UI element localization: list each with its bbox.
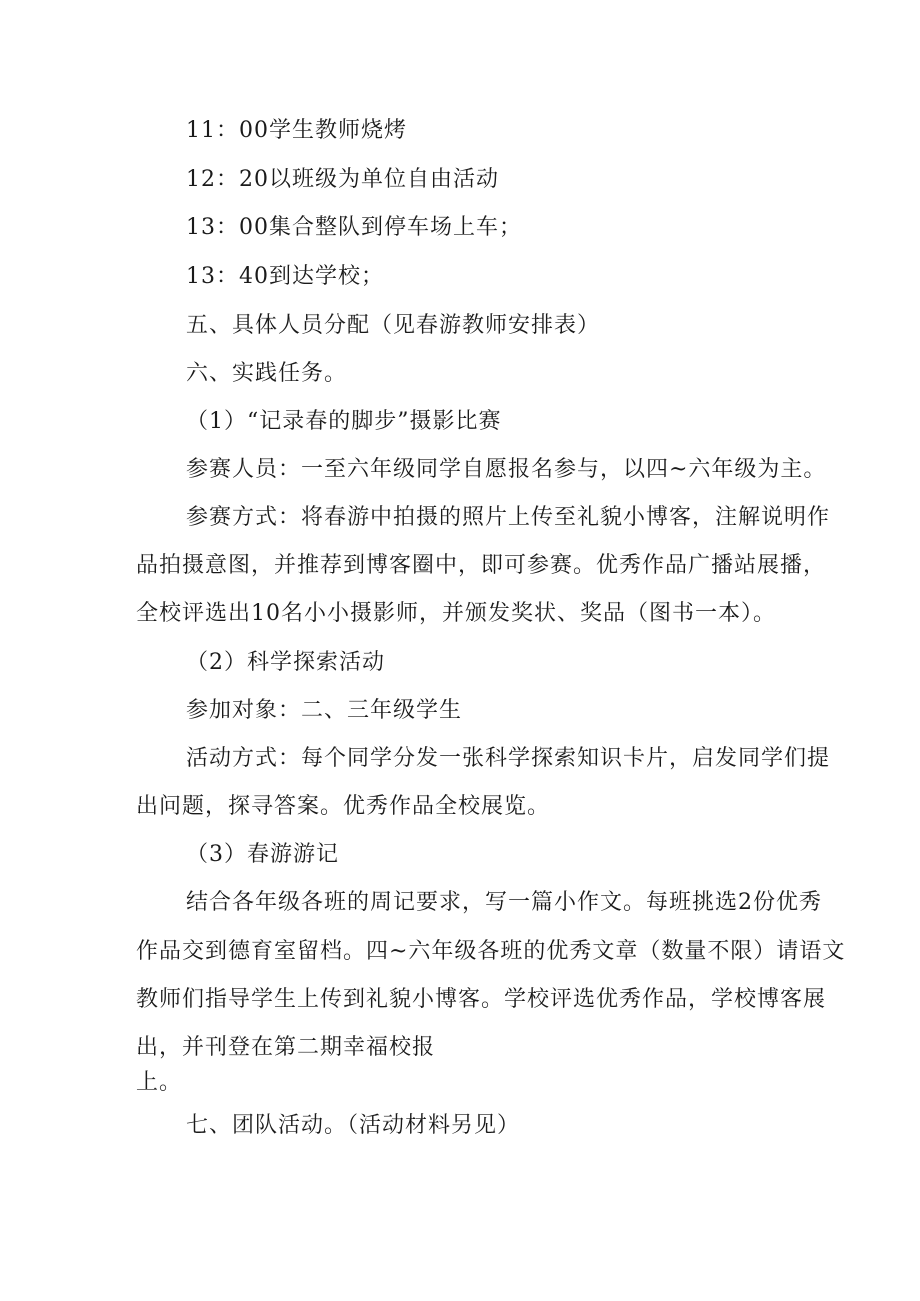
paragraph-line: 全校评选出10名小小摄影师，并颁发奖状、奖品（图书一本）。 xyxy=(136,601,776,626)
subsection-heading-3: （3）春游游记 xyxy=(186,842,339,867)
paragraph-line: 教师们指导学生上传到礼貌小博客。学校评选优秀作品，学校博客展 xyxy=(136,987,827,1012)
schedule-line-1300: 13：00集合整队到停车场上车； xyxy=(186,215,522,240)
section-heading-5: 五、具体人员分配（见春游教师安排表） xyxy=(186,313,601,338)
paragraph-line: 结合各年级各班的周记要求，写一篇小作文。每班挑选2份优秀 xyxy=(186,890,822,915)
paragraph-line: 活动方式：每个同学分发一张科学探索知识卡片，启发同学们提 xyxy=(186,746,831,771)
paragraph-line: 参加对象：二、三年级学生 xyxy=(186,698,463,723)
paragraph-line: 参赛人员：一至六年级同学自愿报名参与，以四~六年级为主。 xyxy=(186,457,827,482)
subsection-heading-1: （1）“记录春的脚步”摄影比赛 xyxy=(186,409,502,434)
paragraph-line: 参赛方式：将春游中拍摄的照片上传至礼貌小博客，注解说明作 xyxy=(186,505,831,530)
paragraph-line: 品拍摄意图，并推荐到博客圈中，即可参赛。优秀作品广播站展播， xyxy=(136,553,827,578)
paragraph-line: 出，并刊登在第二期幸福校报 xyxy=(136,1035,436,1060)
section-heading-7: 七、团队活动。（活动材料另见） xyxy=(186,1113,521,1138)
subsection-heading-2: （2）科学探索活动 xyxy=(186,650,385,675)
paragraph-line: 出问题，探寻答案。优秀作品全校展览。 xyxy=(136,794,551,819)
paragraph-line: 作品交到德育室留档。四~六年级各班的优秀文章（数量不限）请语文 xyxy=(136,939,846,964)
schedule-line-1220: 12：20以班级为单位自由活动 xyxy=(186,167,499,192)
schedule-line-1100: 11：00学生教师烧烤 xyxy=(186,118,407,143)
section-heading-6: 六、实践任务。 xyxy=(186,361,348,386)
schedule-line-1340: 13：40到达学校； xyxy=(186,264,384,289)
paragraph-line: 上。 xyxy=(136,1070,183,1095)
